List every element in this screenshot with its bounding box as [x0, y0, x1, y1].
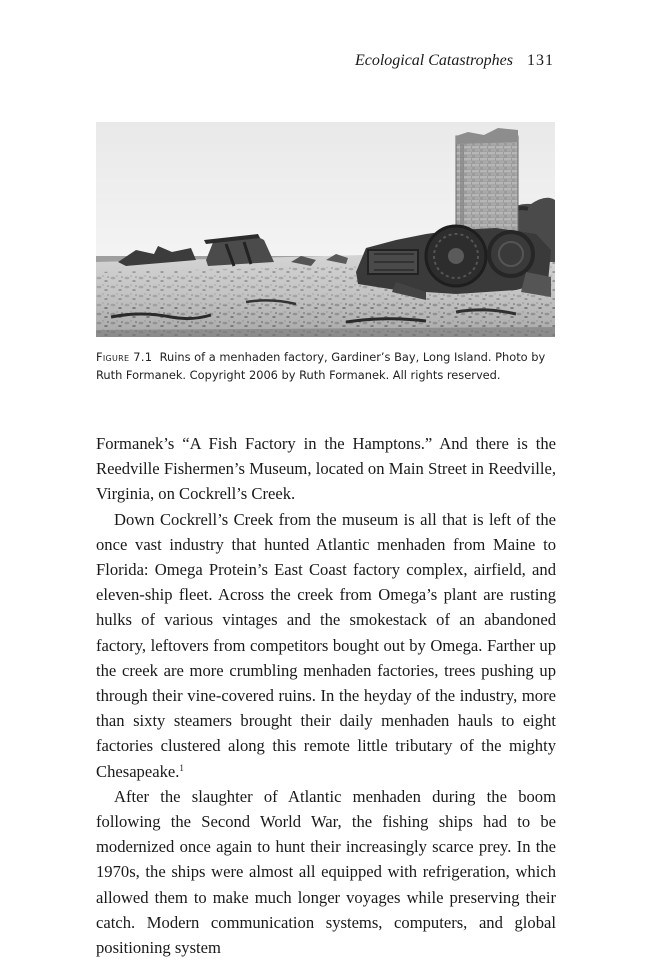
figure-label: Figure 7.1 [96, 350, 153, 364]
footnote-marker: 1 [179, 762, 184, 773]
paragraph: Formanek’s “A Fish Factory in the Hamptons.” And there is the Reedville Fishermen’s Museum, located on Main Street in Reedville, Virginia, on Cockrell’s Creek. [96, 434, 556, 504]
figure-photo [96, 122, 555, 337]
paragraph: After the slaughter of Atlantic menhaden during the boom following the Second World War, the fishing ships had to be modernized once again to hunt their increasingly scarce prey. In the 1970s, the ships were almost all equipped with refrigeration, which allowed them to make much longer voyages while preserving their catch. Modern communication systems, computers, and global positioning system [96, 786, 556, 958]
caption-text: Ruins of a menhaden factory, Gardiner’s Bay, Long Island. Photo by Ruth Formanek. Copyright 2006 by Ruth Formanek. All rights reserved. [96, 350, 546, 382]
running-head [355, 52, 554, 70]
paragraph [96, 507, 556, 784]
paragraph-text: Down Cockrell’s Creek from the museum is all that is left of the once vast industry that hunted Atlantic menhaden from Maine to Florida: Omega Protein’s East Coast factory complex, airfield, and eleven-ship fleet. Across the creek from Omega’s plant are rusting hulks of various vintages and the smokestack of an abandoned factory, leftovers from competitors bought out by Omega. Farther up the creek are more crumbling menhaden factories, trees pushing up through their vine-covered ruins. In the heyday of the industry, more than sixty steamers brought their daily menhaden hauls to eight factories clustered along this remote little tributary of the mighty Chesapeake. [96, 509, 556, 781]
figure-caption [96, 348, 556, 384]
factory-ruins-photo [96, 122, 555, 337]
page-number: 131 [527, 52, 554, 69]
chapter-title: Ecological Catastrophes [354, 52, 513, 69]
body-text [96, 431, 556, 960]
